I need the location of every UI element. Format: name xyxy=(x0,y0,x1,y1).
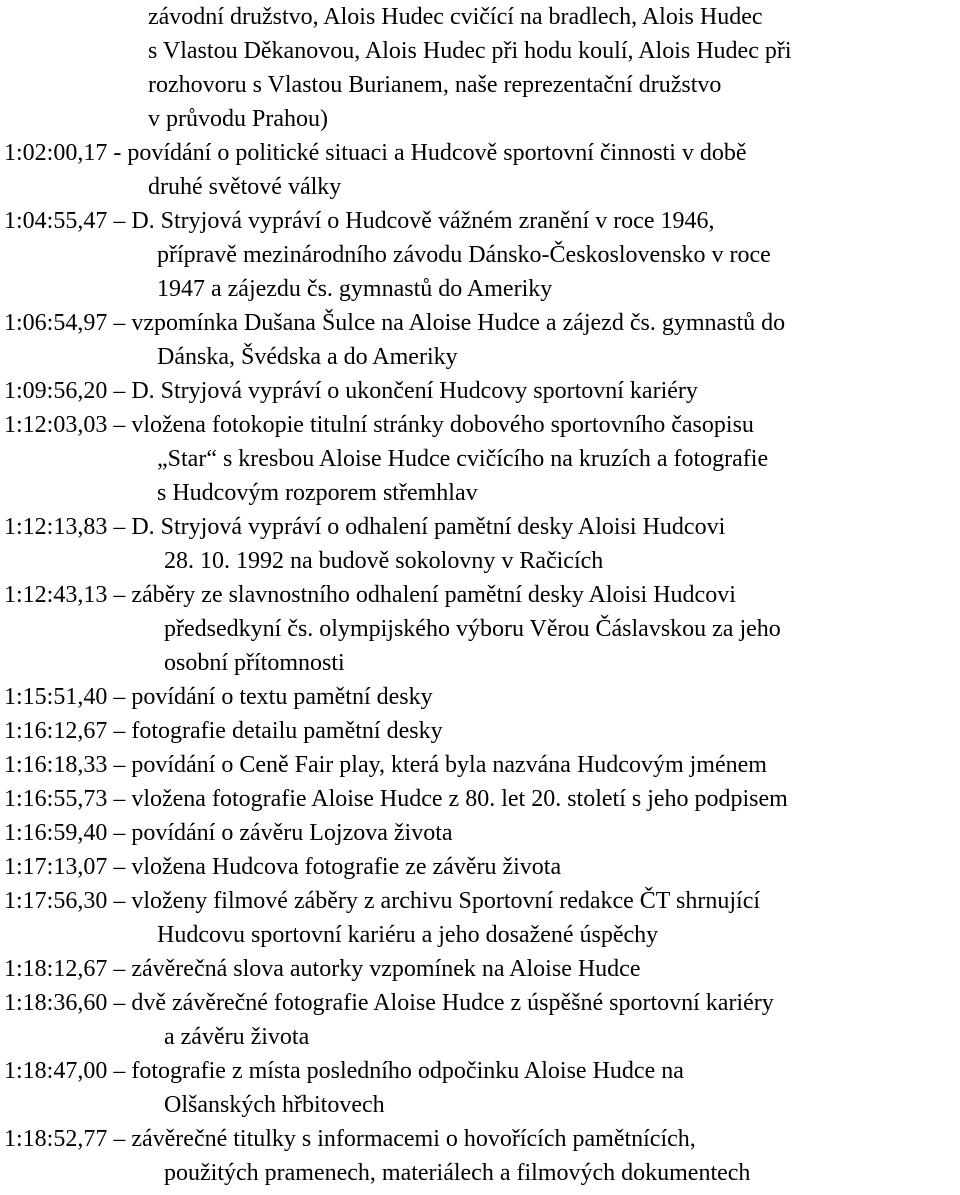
text-line: druhé světové války xyxy=(148,174,342,200)
timestamp-entry: 1:16:18,33 – povídání o Ceně Fair play, která byla nazvána Hudcovým jménem xyxy=(4,752,767,778)
text-line: Hudcovu sportovní kariéru a jeho dosažené úspěchy xyxy=(157,922,659,948)
text-line: „Star“ s kresbou Aloise Hudce cvičícího na kruzích a fotografie xyxy=(157,446,769,472)
text-line: přípravě mezinárodního závodu Dánsko-Československo v roce xyxy=(157,242,771,268)
text-line: v průvodu Prahou) xyxy=(148,106,328,132)
text-line: a závěru života xyxy=(164,1024,310,1050)
timestamp-entry: 1:18:52,77 – závěrečné titulky s informacemi o hovořících pamětnících, xyxy=(4,1126,696,1152)
timestamp-entry: 1:04:55,47 – D. Stryjová vypráví o Hudcově vážném zranění v roce 1946, xyxy=(4,208,715,234)
text-line: použitých pramenech, materiálech a filmových dokumentech xyxy=(164,1160,751,1186)
timestamp-entry: 1:18:12,67 – závěrečná slova autorky vzpomínek na Aloise Hudce xyxy=(4,956,641,982)
text-line: rozhovoru s Vlastou Burianem, naše reprezentační družstvo xyxy=(148,72,722,98)
text-line: předsedkyní čs. olympijského výboru Věrou Čáslavskou za jeho xyxy=(164,616,781,642)
timestamp-entry: 1:12:13,83 – D. Stryjová vypráví o odhalení pamětní desky Aloisi Hudcovi xyxy=(4,514,726,540)
timestamp-entry: 1:16:55,73 – vložena fotografie Aloise Hudce z 80. let 20. století s jeho podpisem xyxy=(4,786,788,812)
text-line: závodní družstvo, Alois Hudec cvičící na bradlech, Alois Hudec xyxy=(148,4,763,30)
timestamp-entry: 1:15:51,40 – povídání o textu pamětní desky xyxy=(4,684,433,710)
timestamp-entry: 1:17:56,30 – vloženy filmové záběry z archivu Sportovní redakce ČT shrnující xyxy=(4,888,761,914)
text-line: osobní přítomnosti xyxy=(164,650,345,676)
text-line: s Hudcovým rozporem střemhlav xyxy=(157,480,478,506)
timestamp-entry: 1:18:47,00 – fotografie z místa posledního odpočinku Aloise Hudce na xyxy=(4,1058,684,1084)
timestamp-entry: 1:18:36,60 – dvě závěrečné fotografie Aloise Hudce z úspěšné sportovní kariéry xyxy=(4,990,774,1016)
timestamp-entry: 1:09:56,20 – D. Stryjová vypráví o ukončení Hudcovy sportovní kariéry xyxy=(4,378,698,404)
timestamp-entry: 1:02:00,17 - povídání o politické situaci a Hudcově sportovní činnosti v době xyxy=(4,140,747,166)
timestamp-entry: 1:16:59,40 – povídání o závěru Lojzova života xyxy=(4,820,453,846)
timestamp-entry: 1:12:03,03 – vložena fotokopie titulní stránky dobového sportovního časopisu xyxy=(4,412,754,438)
timestamp-entry: 1:16:12,67 – fotografie detailu pamětní desky xyxy=(4,718,443,744)
timestamp-entry: 1:06:54,97 – vzpomínka Dušana Šulce na Aloise Hudce a zájezd čs. gymnastů do xyxy=(4,310,786,336)
text-line: 28. 10. 1992 na budově sokolovny v Račicích xyxy=(164,548,604,574)
text-line: Olšanských hřbitovech xyxy=(164,1092,385,1118)
text-line: s Vlastou Děkanovou, Alois Hudec při hodu koulí, Alois Hudec při xyxy=(148,38,792,64)
timestamp-entry: 1:12:43,13 – záběry ze slavnostního odhalení pamětní desky Aloisi Hudcovi xyxy=(4,582,736,608)
text-line: Dánska, Švédska a do Ameriky xyxy=(157,344,458,370)
timestamp-entry: 1:17:13,07 – vložena Hudcova fotografie ze závěru života xyxy=(4,854,562,880)
text-line: 1947 a zájezdu čs. gymnastů do Ameriky xyxy=(157,276,553,302)
